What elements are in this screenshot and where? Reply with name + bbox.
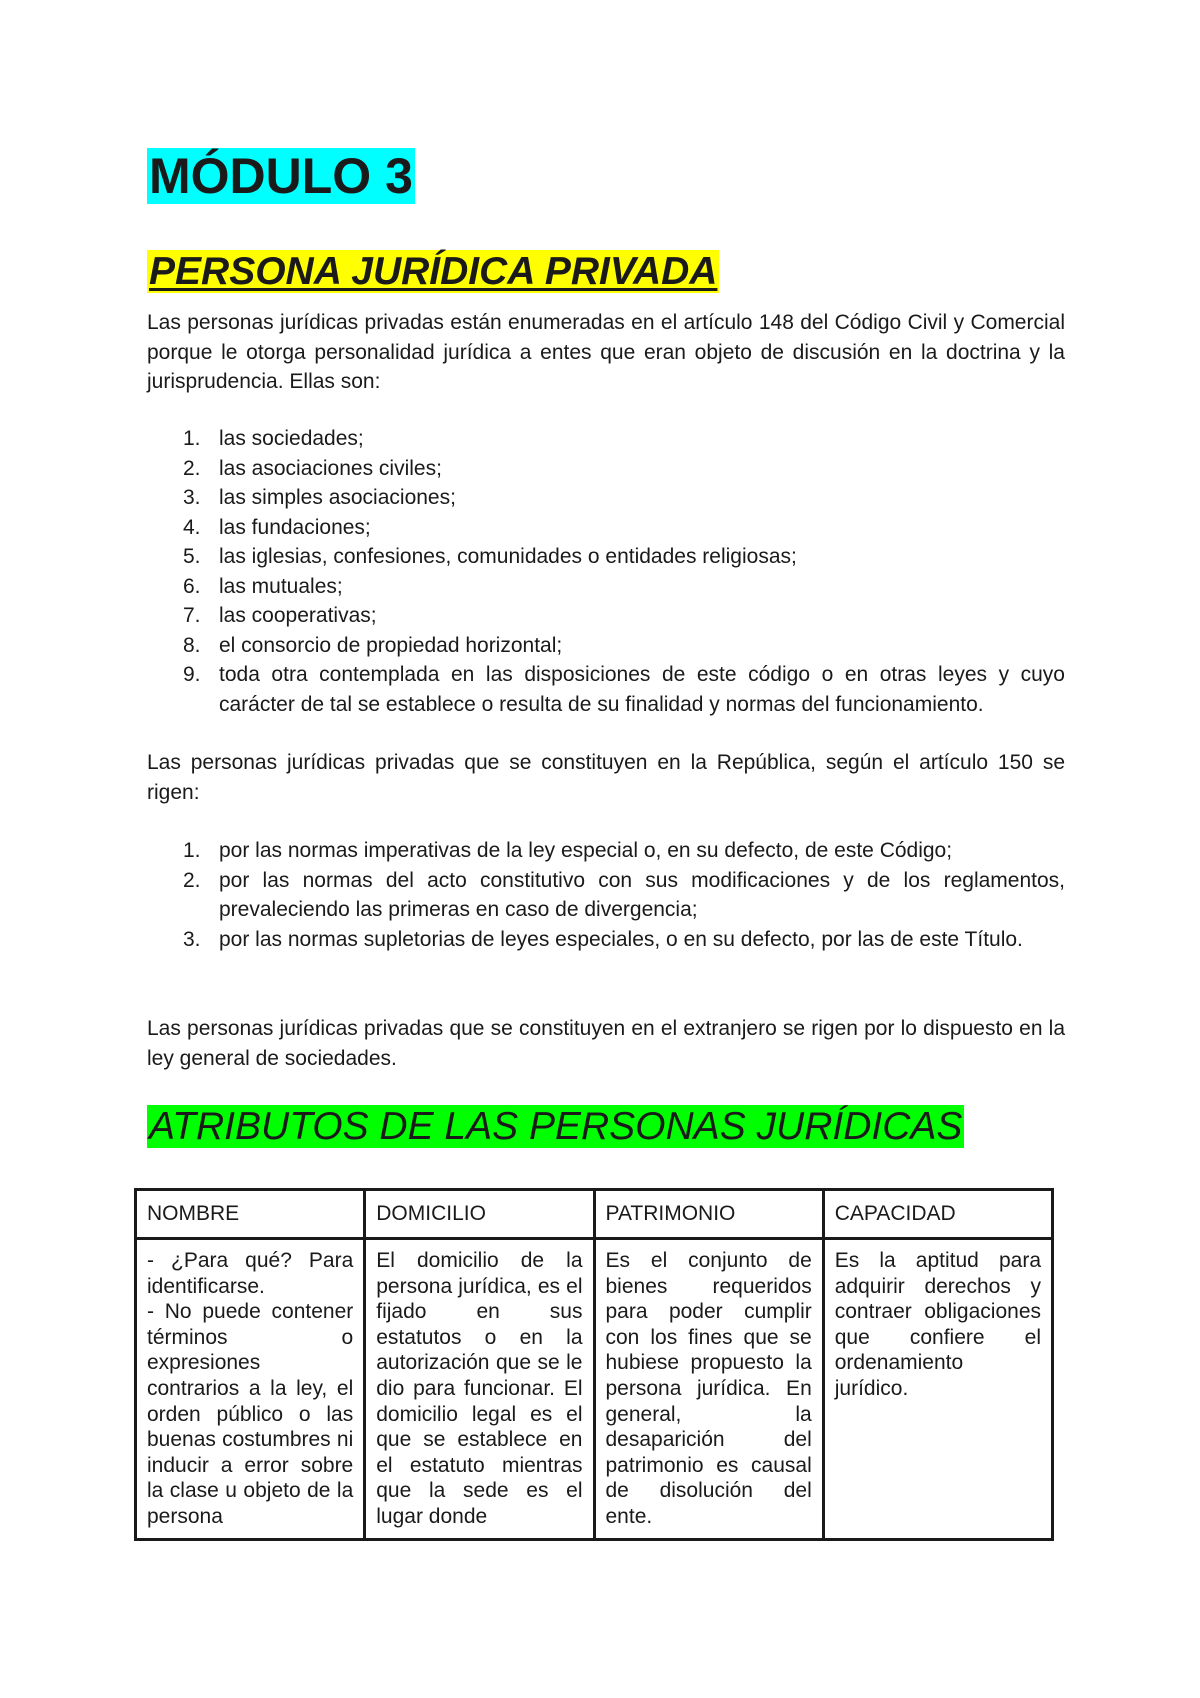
cell-text: Es la aptitud para adquirir derechos y contraer obligaciones que confiere el ordenamiento jurídico. <box>834 1249 1041 1400</box>
table-header-capacidad: CAPACIDAD <box>823 1190 1052 1239</box>
cell-line: - ¿Para qué? Para identificarse. <box>147 1249 354 1298</box>
table-header-domicilio: DOMICILIO <box>365 1190 594 1239</box>
list-normas-aplicables <box>147 836 1065 954</box>
list-item: 2. las asociaciones civiles; <box>183 456 442 480</box>
atributos-table <box>134 1188 1054 1541</box>
paragraph-articulo-150: Las personas jurídicas privadas que se constituyen en la República, según el artículo 150 se rigen: <box>147 751 1065 804</box>
table-header-row <box>136 1190 1053 1239</box>
table-header-patrimonio: PATRIMONIO <box>594 1190 823 1239</box>
list-item: 7. las cooperativas; <box>183 604 377 627</box>
intro-paragraph: Las personas jurídicas privadas están enumeradas en el artículo 148 del Código Civil y Comercial porque le otorga personalidad jurídica a entes que eran objeto de discusión en la doctrina y la jurisprudencia. Ellas son: <box>147 311 1065 393</box>
table-row <box>136 1239 1053 1540</box>
list-item: 3. las simples asociaciones; <box>183 486 456 509</box>
table-header-nombre: NOMBRE <box>136 1190 365 1239</box>
list-tipos-personas-juridicas <box>147 424 1065 719</box>
list-item: 1. las sociedades; <box>183 427 364 450</box>
table-cell-patrimonio <box>594 1239 823 1540</box>
paragraph-extranjero: Las personas jurídicas privadas que se constituyen en el extranjero se rigen por lo dispuesto en la ley general de sociedades. <box>147 1017 1065 1070</box>
table-cell-capacidad <box>823 1239 1052 1540</box>
cell-line: - No puede contener términos o expresiones contrarios a la ley, el orden público o las buenas costumbres ni inducir a error sobre la clase u objeto de la persona <box>147 1300 354 1528</box>
cell-text: El domicilio de la persona jurídica, es el fijado en sus estatutos o en la autorización que se le dio para funcionar. El domicilio legal es el que se establece en el estatuto mientras que la sede es el lugar donde <box>376 1249 583 1528</box>
list-item: 8. el consorcio de propiedad horizontal; <box>183 633 563 657</box>
table-cell-nombre <box>136 1239 365 1540</box>
section-heading-persona-juridica-privada: PERSONA JURÍDICA PRIVADA <box>149 250 718 293</box>
list-item: 4. las fundaciones; <box>183 515 371 539</box>
list-item: 5. las iglesias, confesiones, comunidades o entidades religiosas; <box>183 545 797 568</box>
cell-text: Es el conjunto de bienes requeridos para poder cumplir con los fines que se hubiese propuesto la persona jurídica. En general, la desaparición del patrimonio es causal de disolución del ente. <box>605 1249 812 1528</box>
list-item: 6. las mutuales; <box>183 574 343 598</box>
table-cell-domicilio <box>365 1239 594 1540</box>
section-heading-atributos: ATRIBUTOS DE LAS PERSONAS JURÍDICAS <box>149 1105 963 1148</box>
list-item: 9. toda otra contemplada en las disposiciones de este código o en otras leyes y cuyo carácter de tal se establece o resulta de su finalidad y normas del funcionamiento. <box>183 663 1065 716</box>
module-title: MÓDULO 3 <box>149 148 413 204</box>
list-item: 3. por las normas supletorias de leyes especiales, o en su defecto, por las de este Título. <box>183 927 1023 951</box>
list-item: 1. por las normas imperativas de la ley especial o, en su defecto, de este Código; <box>183 839 953 862</box>
list-item: 2. por las normas del acto constitutivo con sus modificaciones y de los reglamentos, prevaleciendo las primeras en caso de divergencia; <box>183 868 1065 921</box>
